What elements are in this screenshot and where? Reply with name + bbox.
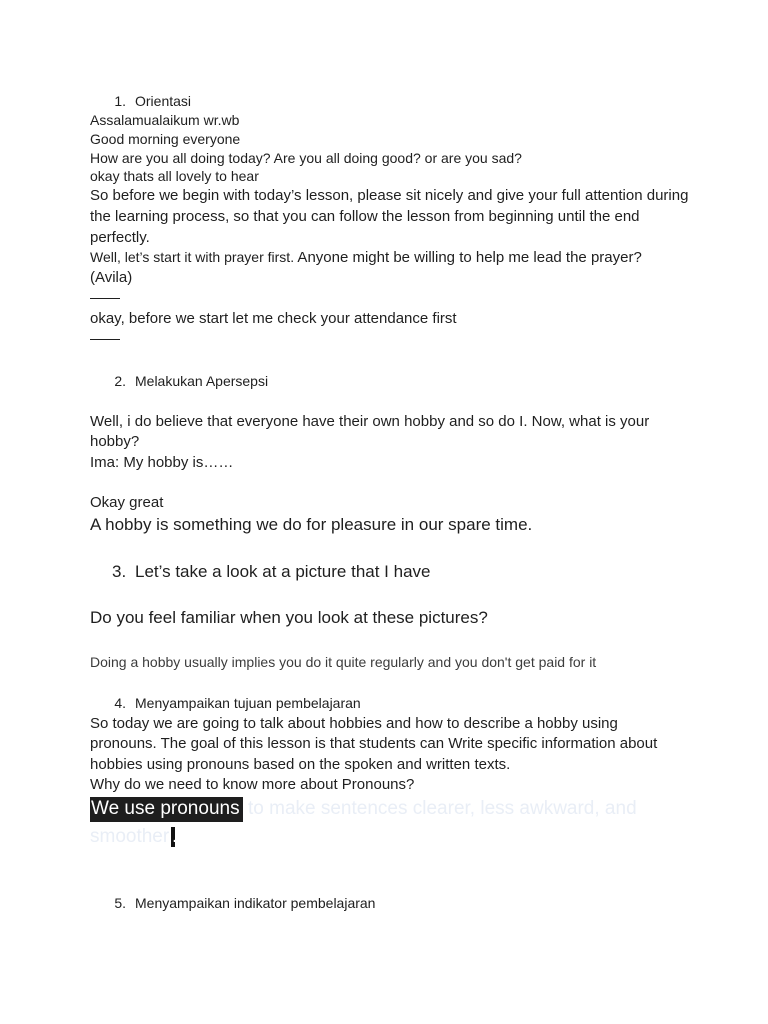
section-title-indikator: Menyampaikan indikator pembelajaran (135, 895, 376, 911)
text-line: hobby? (90, 433, 140, 450)
text-line: okay thats all lovely to hear (90, 168, 259, 184)
text-line: okay, before we start let me check your attendance first (90, 310, 457, 327)
text-line: Well, i do believe that everyone have their own hobby and so do I. Now, what is your (90, 413, 650, 430)
cursor-period: . (172, 826, 178, 847)
section-title-orientasi: Orientasi (135, 93, 192, 109)
text-line: Doing a hobby usually implies you do it quite regularly and you don't get paid for it (90, 654, 597, 670)
text-line: perfectly. (90, 229, 150, 246)
section-title-tujuan: Menyampaikan tujuan pembelajaran (135, 695, 361, 711)
text-line: Assalamualaikum wr.wb (90, 112, 240, 128)
divider-line (90, 339, 120, 340)
text-line: Do you feel familiar when you look at these pictures? (90, 608, 488, 627)
hobby-definition: A hobby is something we do for pleasure in our spare time. (90, 515, 533, 534)
text-line: So today we are going to talk about hobbies and how to describe a hobby using (90, 715, 618, 732)
divider-line (90, 298, 120, 299)
faded-text: to make sentences clearer, less awkward, and (248, 798, 637, 819)
list-number-4: 4. (114, 695, 126, 711)
text-line: (Avila) (90, 269, 133, 286)
text-line: the learning process, so that you can follow the lesson from beginning until the end (90, 208, 640, 225)
text-line: Okay great (90, 494, 164, 511)
faded-text: smoother (90, 826, 170, 847)
list-number-3: 3. (112, 562, 127, 581)
text-line: So before we begin with today’s lesson, please sit nicely and give your full attention during (90, 187, 689, 204)
prayer-request: Anyone might be willing to help me lead the prayer? (294, 249, 642, 266)
section-title-picture: Let’s take a look at a picture that I have (135, 562, 431, 581)
text-line: Why do we need to know more about Pronouns? (90, 776, 415, 793)
prayer-intro: Well, let’s start it with prayer first. (90, 249, 295, 265)
section-title-apersepsi: Melakukan Apersepsi (135, 373, 269, 389)
text-line: Ima: My hobby is…… (90, 454, 234, 471)
text-line-prayer (90, 249, 642, 267)
text-line: pronouns. The goal of this lesson is that students can Write specific information about (90, 735, 658, 752)
list-number-5: 5. (114, 895, 126, 911)
text-line: hobbies using pronouns based on the spoken and written texts. (90, 756, 511, 773)
highlighted-text[interactable]: We use pronouns (91, 798, 240, 819)
text-line: How are you all doing today? Are you all doing good? or are you sad? (90, 150, 522, 166)
list-number-2: 2. (114, 373, 126, 389)
text-line: Good morning everyone (90, 131, 241, 147)
list-number-1: 1. (114, 93, 126, 109)
